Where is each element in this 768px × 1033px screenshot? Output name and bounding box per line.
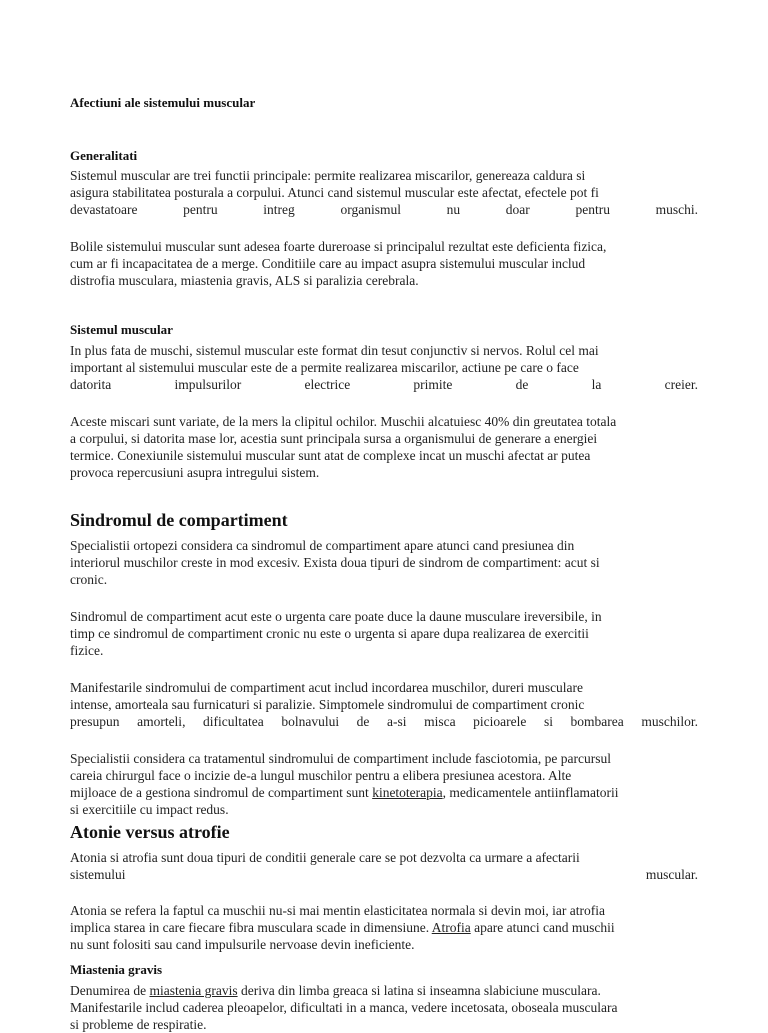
text-line: datorita impulsurilor electrice primite de la creier.: [70, 377, 698, 392]
text-line: Aceste miscari sunt variate, de la mers la clipitul ochilor. Muschii alcatuiesc 40% din greutatea totala: [70, 414, 617, 429]
text-line: a corpului, si datorita mase lor, acestia sunt principala sursa a organismului de generare a energiei: [70, 431, 598, 446]
paragraph-generalitati-2: [70, 238, 698, 289]
heading-sistemul-muscular: Sistemul muscular: [70, 322, 173, 337]
document-title: Afectiuni ale sistemului muscular: [70, 95, 256, 110]
kinetoterapia-link[interactable]: kinetoterapia: [372, 785, 443, 800]
text-line: si exercitiile cu impact redus.: [70, 802, 229, 817]
text-line: [70, 784, 698, 801]
paragraph-compartiment-3: [70, 679, 698, 730]
heading-generalitati: Generalitati: [70, 148, 138, 163]
heading-atonie-versus-atrofie: Atonie versus atrofie: [70, 822, 230, 842]
paragraph-atonie-2: [70, 902, 698, 953]
miastenia-gravis-link[interactable]: miastenia gravis: [149, 983, 238, 998]
text-run: deriva din limba greaca si latina si inseamna slabiciune musculara.: [237, 983, 601, 998]
heading-sindromul-de-compartiment: Sindromul de compartiment: [70, 510, 288, 530]
text-line: Atonia se refera la faptul ca muschii nu-si mai mentin elasticitatea normala si devin moi, iar atrofia: [70, 903, 605, 918]
text-line: asigura stabilitatea posturala a corpului. Atunci cand sistemul muscular este afectat, efectele pot fi: [70, 185, 599, 200]
text-line: fizice.: [70, 643, 104, 658]
text-line: Specialistii considera ca tratamentul sindromului de compartiment include fasciotomia, pe parcursul: [70, 751, 611, 766]
paragraph-compartiment-2: [70, 608, 698, 659]
text-line: careia chirurgul face o incizie de-a lungul muschilor pentru a elibera presiunea acestora. Alte: [70, 768, 572, 783]
text-line: important al sistemului muscular este de a permite realizarea miscarilor, actiune pe care o face: [70, 360, 579, 375]
text-line: devastatoare pentru intreg organismul nu doar pentru muschi.: [70, 202, 698, 217]
paragraph-compartiment-1: [70, 537, 698, 588]
paragraph-generalitati-1: [70, 167, 698, 218]
text-line: interiorul muschilor creste in mod excesiv. Exista doua tipuri de sindrom de compartiment: acut si: [70, 555, 600, 570]
text-line: Atonia si atrofia sunt doua tipuri de conditii generale care se pot dezvolta ca urmare a afectarii: [70, 850, 580, 865]
text-line: presupun amorteli, dificultatea bolnavului de a-si misca picioarele si bombarea muschilor.: [70, 714, 698, 729]
text-run: , medicamentele antiinflamatorii: [442, 785, 619, 800]
paragraph-atonie-1: [70, 849, 698, 883]
text-line: In plus fata de muschi, sistemul muscular este format din tesut conjunctiv si nervos. Rolul cel mai: [70, 343, 599, 358]
text-line: provoca repercusiuni asupra intregului sistem.: [70, 465, 320, 480]
heading-miastenia-gravis: Miastenia gravis: [70, 962, 163, 977]
text-line: Bolile sistemului muscular sunt adesea foarte dureroase si principalul rezultat este deficienta fizica,: [70, 239, 607, 254]
text-line: [70, 919, 698, 936]
text-line: nu sunt folositi sau cand impulsurile nervoase devin ineficiente.: [70, 937, 415, 952]
text-run: apare atunci cand muschii: [470, 920, 615, 935]
text-line: Sindromul de compartiment acut este o urgenta care poate duce la daune musculare ireversibile, in: [70, 609, 602, 624]
paragraph-sistemul-1: [70, 342, 698, 393]
text-line: cronic.: [70, 572, 108, 587]
atrofia-link[interactable]: Atrofia: [431, 920, 471, 935]
text-line: cum ar fi incapacitatea de a merge. Conditiile care au impact asupra sistemului muscular includ: [70, 256, 586, 271]
text-line: distrofia musculara, miastenia gravis, ALS si paralizia cerebrala.: [70, 273, 419, 288]
text-line: Manifestarile includ caderea pleoapelor, dificultati in a manca, vedere incetosata, oboseala musculara: [70, 1000, 618, 1015]
text-line: termice. Conexiunile sistemului muscular sunt atat de complexe incat un muschi afectat ar putea: [70, 448, 591, 463]
text-line: intense, amorteala sau furnicaturi si paralizie. Simptomele sindromului de compartiment cronic: [70, 697, 585, 712]
text-run: implica starea in care fiecare fibra musculara scade in dimensiune.: [70, 920, 432, 935]
paragraph-miastenia-1: [70, 982, 698, 1033]
paragraph-compartiment-4: [70, 750, 698, 818]
text-line: sistemului muscular.: [70, 867, 698, 882]
text-line: Manifestarile sindromului de compartiment acut includ incordarea muschilor, dureri musculare: [70, 680, 584, 695]
text-line: Specialistii ortopezi considera ca sindromul de compartiment apare atunci cand presiunea din: [70, 538, 575, 553]
text-run: Denumirea de: [70, 983, 150, 998]
text-line: si probleme de respiratie.: [70, 1017, 207, 1032]
text-line: timp ce sindromul de compartiment cronic nu este o urgenta si apare dupa realizarea de exercitii: [70, 626, 589, 641]
text-line: [70, 982, 698, 999]
text-line: Sistemul muscular are trei functii principale: permite realizarea miscarilor, genereaza caldura si: [70, 168, 586, 183]
paragraph-sistemul-2: [70, 413, 698, 481]
text-run: mijloace de a gestiona sindromul de compartiment sunt: [70, 785, 373, 800]
